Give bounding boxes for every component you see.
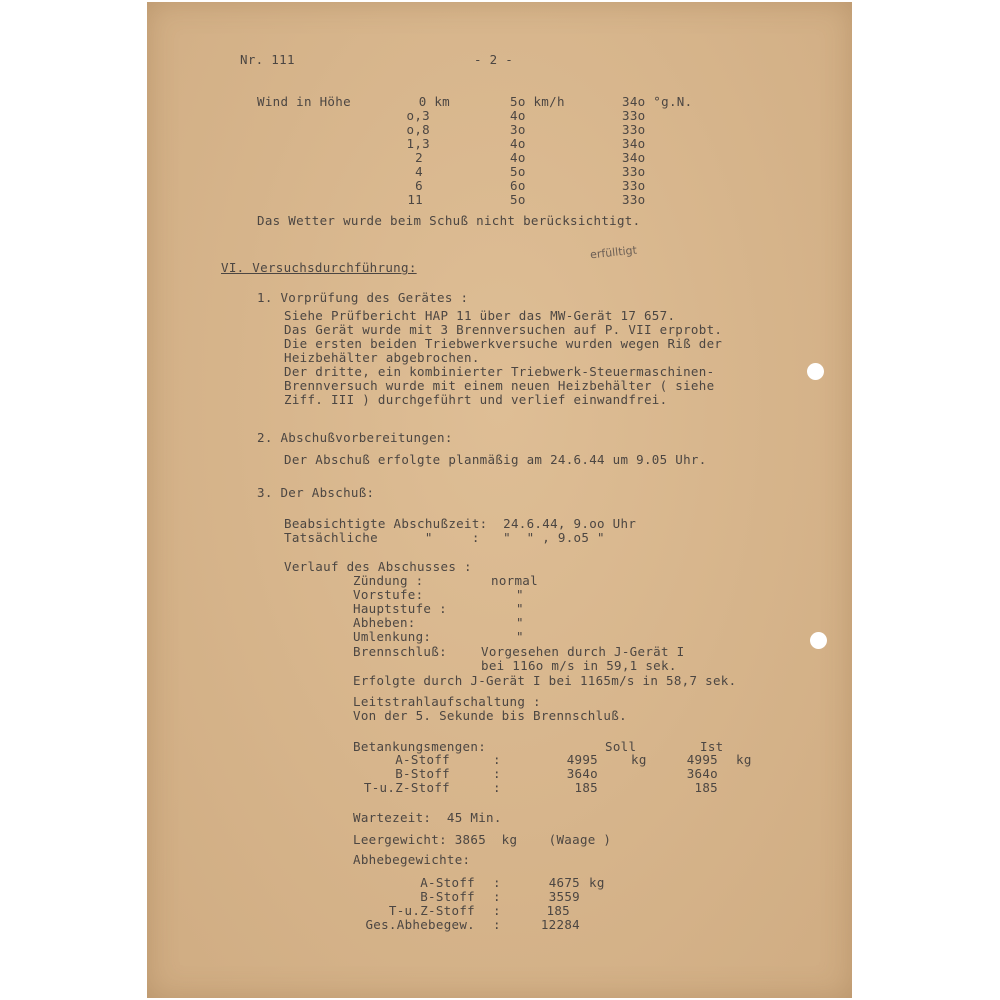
brennschluss-label: Brennschluß: [353, 644, 447, 659]
item1-line: Das Gerät wurde mit 3 Brennversuchen auf P. VII erprobt. [284, 322, 723, 337]
wind-alt: 11 [407, 192, 423, 207]
betankung-name: T-u.Z-Stoff [363, 780, 450, 795]
item2-text: Der Abschuß erfolgte planmäßig am 24.6.44 um 9.05 Uhr. [284, 452, 707, 467]
punch-hole-lower [810, 632, 827, 649]
abhebe-name: Ges.Abhebegew. [365, 917, 475, 932]
verlauf-value: " [516, 601, 524, 616]
wind-label: Wind in Höhe [257, 94, 351, 109]
leitstrahl-line: Leitstrahlaufschaltung : [353, 694, 541, 709]
abhebegewichte-title: Abhebegewichte: [353, 852, 471, 867]
leergewicht: Leergewicht: 3865 kg (Waage ) [353, 832, 612, 847]
wind-alt: o,8 [406, 122, 430, 137]
item1-line: Siehe Prüfbericht HAP 11 über das MW-Gerät 17 657. [284, 308, 676, 323]
item1-title: 1. Vorprüfung des Gerätes : [257, 290, 469, 305]
section-heading: VI. Versuchsdurchführung: [221, 260, 417, 275]
item1-line: Ziff. III ) durchgeführt und verlief einwandfrei. [284, 392, 668, 407]
verlauf-label: Umlenkung: [353, 629, 432, 644]
page-number: - 2 - [474, 52, 514, 67]
item2-title: 2. Abschußvorbereitungen: [257, 430, 453, 445]
verlauf-value: " [516, 615, 524, 630]
wind-direction: 34o [622, 150, 646, 165]
wind-alt: 1,3 [406, 136, 430, 151]
betankung-soll: 185 [574, 780, 598, 795]
betankung-soll-unit: kg [631, 752, 647, 767]
document-number: Nr. 111 [240, 52, 295, 67]
betankung-title: Betankungsmengen: [353, 739, 487, 754]
betankung-ist: 185 [694, 780, 718, 795]
verlauf-label: Vorstufe: [353, 587, 424, 602]
betankung-name: A-Stoff [395, 752, 450, 767]
verlauf-value: " [516, 587, 524, 602]
launch-time-line: Tatsächliche " : " " , 9.o5 " [284, 530, 605, 545]
wind-direction: 34o °g.N. [622, 94, 693, 109]
wind-speed: 3o [510, 122, 526, 137]
abhebe-sep: : [493, 917, 501, 932]
document-page [147, 2, 852, 998]
item3-title: 3. Der Abschuß: [257, 485, 375, 500]
wartezeit: Wartezeit: 45 Min. [353, 810, 502, 825]
wind-direction: 33o [622, 108, 646, 123]
wind-speed: 5o km/h [510, 94, 565, 109]
ist-header: Ist [700, 739, 724, 754]
wind-alt: 6 [415, 178, 423, 193]
abhebe-value: 4675 [548, 875, 580, 890]
betankung-soll: 4995 [566, 752, 598, 767]
verlauf-label: Abheben: [353, 615, 416, 630]
wind-direction: 33o [622, 192, 646, 207]
verlauf-title: Verlauf des Abschusses : [284, 559, 472, 574]
abhebe-sep: : [493, 889, 501, 904]
brennschluss-line: bei 116o m/s in 59,1 sek. [481, 658, 677, 673]
wind-alt: 2 [415, 150, 423, 165]
soll-header: Soll [605, 739, 637, 754]
betankung-ist: 4995 [686, 752, 718, 767]
wind-direction: 33o [622, 122, 646, 137]
wind-speed: 6o [510, 178, 526, 193]
wind-direction: 33o [622, 164, 646, 179]
abhebe-value: 185 [546, 903, 570, 918]
abhebe-name: A-Stoff [420, 875, 475, 890]
betankung-sep: : [493, 752, 501, 767]
abhebe-name: B-Stoff [420, 889, 475, 904]
abhebe-value: 12284 [540, 917, 580, 932]
erfolgte-line: Erfolgte durch J-Gerät I bei 1165m/s in 58,7 sek. [353, 673, 737, 688]
betankung-ist-unit: kg [736, 752, 752, 767]
betankung-name: B-Stoff [395, 766, 450, 781]
betankung-soll: 364o [566, 766, 598, 781]
leitstrahl-line: Von der 5. Sekunde bis Brennschluß. [353, 708, 627, 723]
wind-speed: 4o [510, 136, 526, 151]
verlauf-label: Hauptstufe : [353, 601, 447, 616]
brennschluss-line: Vorgesehen durch J-Gerät I [481, 644, 685, 659]
abhebe-name: T-u.Z-Stoff [388, 903, 475, 918]
item1-line: Die ersten beiden Triebwerkversuche wurden wegen Riß der [284, 336, 723, 351]
wind-speed: 5o [510, 192, 526, 207]
wind-alt: 4 [415, 164, 423, 179]
verlauf-label: Zündung : [353, 573, 424, 588]
verlauf-value: " [516, 629, 524, 644]
item1-line: Der dritte, ein kombinierter Triebwerk-Steuermaschinen- [284, 364, 715, 379]
wind-speed: 4o [510, 150, 526, 165]
wind-alt: 0 km [418, 94, 450, 109]
weather-note: Das Wetter wurde beim Schuß nicht berücksichtigt. [257, 213, 641, 228]
verlauf-value: normal [491, 573, 538, 588]
betankung-sep: : [493, 780, 501, 795]
pencil-annotation: erfülltigt [589, 243, 638, 262]
betankung-ist: 364o [686, 766, 718, 781]
abhebe-value: 3559 [548, 889, 580, 904]
launch-time-line: Beabsichtigte Abschußzeit: 24.6.44, 9.oo Uhr [284, 516, 637, 531]
betankung-sep: : [493, 766, 501, 781]
abhebe-unit: kg [589, 875, 605, 890]
wind-speed: 4o [510, 108, 526, 123]
wind-alt: o,3 [406, 108, 430, 123]
wind-direction: 33o [622, 178, 646, 193]
item1-line: Brennversuch wurde mit einem neuen Heizbehälter ( siehe [284, 378, 715, 393]
item1-line: Heizbehälter abgebrochen. [284, 350, 480, 365]
wind-direction: 34o [622, 136, 646, 151]
wind-speed: 5o [510, 164, 526, 179]
abhebe-sep: : [493, 903, 501, 918]
punch-hole-upper [807, 363, 824, 380]
abhebe-sep: : [493, 875, 501, 890]
